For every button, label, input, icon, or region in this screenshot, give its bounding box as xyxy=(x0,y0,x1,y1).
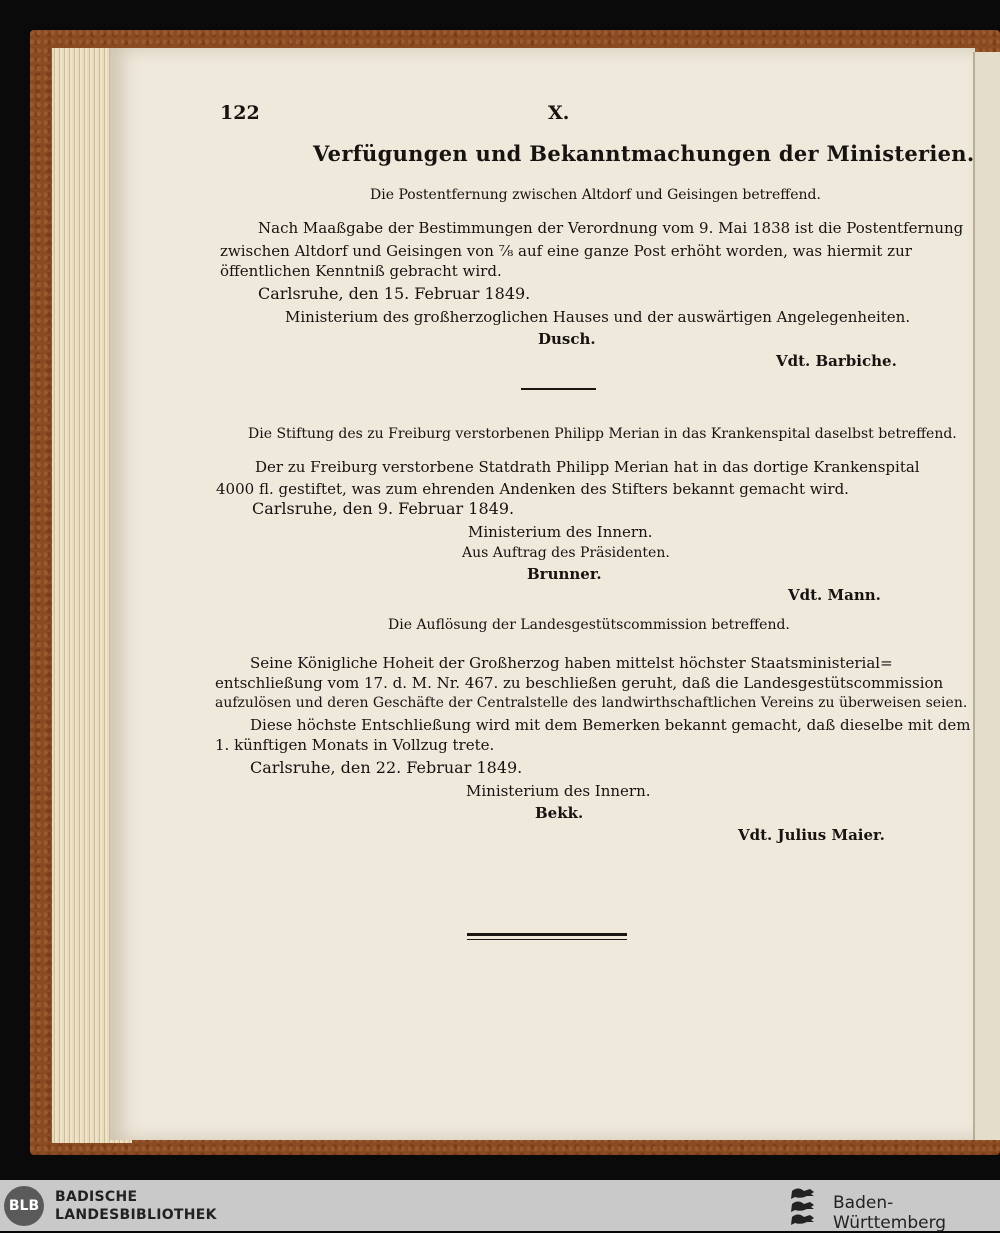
section-2-place-date: Carlsruhe, den 9. Februar 1849. xyxy=(252,499,515,518)
section-divider xyxy=(521,388,596,390)
page-number: 122 xyxy=(220,102,260,124)
section-3-line-5: 1. künftigen Monats in Vollzug trete. xyxy=(215,736,495,754)
section-1-signer: Dusch. xyxy=(538,330,596,348)
section-1-line-3: öffentlichen Kenntniß gebracht wird. xyxy=(220,262,502,280)
footer-bar xyxy=(0,1180,1000,1231)
end-rule-top xyxy=(467,933,627,936)
section-2-line-2: 4000 fl. gestiftet, was zum ehrenden Andenken des Stifters bekannt gemacht wird. xyxy=(216,480,849,498)
section-1-vdt: Vdt. Barbiche. xyxy=(776,352,897,370)
section-3-vdt: Vdt. Julius Maier. xyxy=(738,826,885,844)
section-2-line-1: Der zu Freiburg verstorbene Statdrath Philipp Merian hat in das dortige Krankenspital xyxy=(255,458,920,476)
section-1-line-1: Nach Maaßgabe der Bestimmungen der Verordnung vom 9. Mai 1838 ist die Postentfernung xyxy=(258,219,964,237)
section-2-heading: Die Stiftung des zu Freiburg verstorbenen Philipp Merian in das Krankenspital daselbst betreffend. xyxy=(248,426,957,442)
state-name[interactable]: Baden-Württemberg xyxy=(833,1193,947,1233)
library-name-line-2: LANDESBIBLIOTHEK xyxy=(55,1207,217,1223)
section-3-ministry: Ministerium des Innern. xyxy=(466,782,651,800)
section-3-signer: Bekk. xyxy=(535,804,584,822)
baden-wuerttemberg-lions-icon xyxy=(789,1185,823,1225)
blb-logo[interactable]: BLB xyxy=(4,1186,44,1226)
section-2-signer: Brunner. xyxy=(527,565,602,583)
library-name-line-1: BADISCHE xyxy=(55,1189,138,1205)
section-1-line-2: zwischen Altdorf und Geisingen von ⁷⁄₈ auf eine ganze Post erhöht worden, was hiermit zur xyxy=(220,242,912,260)
section-2-ministry: Ministerium des Innern. xyxy=(468,523,653,541)
section-3-line-3: aufzulösen und deren Geschäfte der Centralstelle des landwirthschaftlichen Vereins zu überweisen seien. xyxy=(215,695,968,711)
page-title: Verfügungen und Bekanntmachungen der Ministerien. xyxy=(313,141,975,166)
section-3-line-4: Diese höchste Entschließung wird mit dem Bemerken bekannt gemacht, daß dieselbe mit dem xyxy=(250,716,971,734)
section-2-by-order: Aus Auftrag des Präsidenten. xyxy=(462,545,670,561)
section-3-heading: Die Auflösung der Landesgestütscommission betreffend. xyxy=(388,617,790,633)
section-1-ministry: Ministerium des großherzoglichen Hauses und der auswärtigen Angelegenheiten. xyxy=(285,308,911,326)
section-1-heading: Die Postentfernung zwischen Altdorf und Geisingen betreffend. xyxy=(370,187,821,203)
section-1-place-date: Carlsruhe, den 15. Februar 1849. xyxy=(258,284,531,303)
section-3-line-2: entschließung vom 17. d. M. Nr. 467. zu beschließen geruht, daß die Landesgestütscommission xyxy=(215,674,944,692)
section-3-line-1: Seine Königliche Hoheit der Großherzog haben mittelst höchster Staatsministerial= xyxy=(250,654,893,672)
chapter-number: X. xyxy=(548,102,570,124)
section-2-vdt: Vdt. Mann. xyxy=(788,586,881,604)
section-3-place-date: Carlsruhe, den 22. Februar 1849. xyxy=(250,758,523,777)
facing-page-edge xyxy=(973,52,1000,1140)
end-rule-bottom xyxy=(467,939,627,940)
